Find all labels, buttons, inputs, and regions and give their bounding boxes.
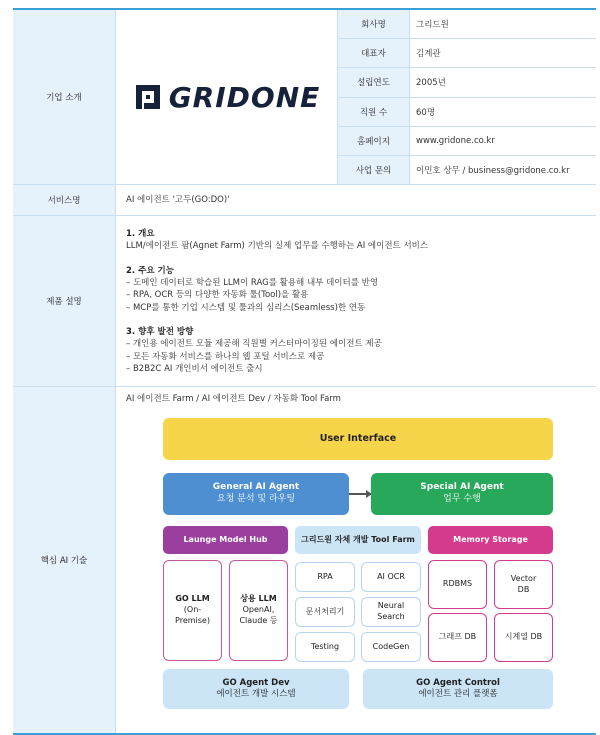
special-agent-box	[371, 473, 553, 515]
tool-card-doc-processor: 문서처리기	[295, 597, 355, 627]
architecture-diagram	[151, 413, 546, 718]
info-value: 그리드원	[416, 20, 449, 31]
agent-control-sub: 에이전트 관리 플랫폼	[418, 689, 498, 699]
hub-card-commercial-llm	[229, 560, 288, 661]
info-key: 사업 문의	[338, 156, 410, 184]
tool-card-rpa: RPA	[295, 562, 355, 592]
section-line: LLM/에이전트 팜(Agnet Farm) 기반의 실제 업무를 수행하는 AI 에이전트 서비스	[126, 241, 429, 252]
company-row	[13, 10, 596, 185]
section-line: – B2B2C AI 개인비서 에이전트 출시	[126, 363, 263, 374]
service-row	[13, 185, 596, 216]
product-description	[116, 216, 596, 386]
info-value: www.gridone.co.kr	[416, 135, 495, 146]
tech-row	[13, 387, 596, 733]
info-value: 60명	[416, 107, 436, 118]
section-heading: 2. 주요 기능	[126, 265, 174, 276]
info-row	[338, 39, 596, 68]
general-agent-box	[163, 473, 349, 515]
hub-card-sub: OpenAI, Claude 등	[239, 605, 278, 625]
special-agent-sub: 업무 수행	[443, 494, 481, 504]
section-line: – 모든 자동화 서비스를 하나의 웹 포털 서비스로 제공	[126, 351, 325, 362]
info-value: 김계관	[416, 49, 441, 60]
info-row	[338, 156, 596, 184]
info-row	[338, 98, 596, 127]
agent-dev-title: GO Agent Dev	[222, 677, 290, 688]
section-heading: 1. 개요	[126, 229, 155, 239]
info-key: 대표자	[338, 39, 410, 67]
agent-dev-box	[163, 669, 349, 709]
product-label: 제품 설명	[13, 216, 116, 386]
info-row	[338, 10, 596, 39]
section-line: – RPA, OCR 등의 다양한 자동화 툴(Tool)을 활용	[126, 290, 309, 301]
tech-subtitle: AI 에이전트 Farm / AI 에이전트 Dev / 자동화 Tool Farm	[126, 394, 341, 404]
info-value: 이민호 상무 / business@gridone.co.kr	[416, 165, 570, 176]
info-value: 2005년	[416, 78, 446, 89]
info-key: 홈페이지	[338, 127, 410, 155]
section-heading: 3. 향후 발전 방향	[126, 326, 194, 337]
tool-card-ai-ocr: AI OCR	[361, 562, 421, 592]
section-line: – 개인용 에이전트 모듈 제공해 직원별 커스터마이징된 에이전트 제공	[126, 339, 382, 350]
model-hub-header: Launge Model Hub	[163, 526, 288, 554]
hub-card-title: GO LLM	[175, 594, 210, 604]
section-line: – MCP를 통한 기업 시스템 및 툴과의 심리스(Seamless)한 연동	[126, 302, 366, 313]
hub-card-sub: (On- Premise)	[175, 605, 210, 625]
memory-card-timeseries-db: 시계열 DB	[494, 613, 553, 662]
tool-card-codegen: CodeGen	[361, 632, 421, 662]
agent-control-title: GO Agent Control	[416, 677, 500, 688]
memory-card-graph-db: 그래프 DB	[428, 613, 487, 662]
tech-label: 핵심 AI 기술	[13, 387, 116, 733]
agent-control-box	[363, 669, 553, 709]
hub-card-go-llm	[163, 560, 222, 661]
logo-cell	[116, 10, 338, 184]
tool-card-testing: Testing	[295, 632, 355, 662]
memory-card-vector-db: Vector DB	[494, 560, 553, 609]
logo-text: GRIDONE	[168, 80, 321, 114]
section-line: – 도메인 데이터로 학습된 LLM이 RAG를 활용해 내부 데이터를 반영	[126, 277, 379, 288]
service-value: AI 에이전트 '고두(GO:DO)'	[126, 194, 230, 205]
company-label: 기업 소개	[13, 10, 116, 184]
special-agent-title: Special AI Agent	[420, 482, 504, 493]
info-row	[338, 127, 596, 156]
user-interface-box	[163, 418, 553, 460]
hub-card-title: 상용 LLM	[240, 594, 277, 604]
tech-content	[116, 387, 596, 733]
info-key: 설립연도	[338, 68, 410, 96]
tool-farm-header: 그리드원 자체 개발 Tool Farm	[295, 526, 421, 554]
info-row	[338, 68, 596, 97]
service-label: 서비스명	[13, 185, 116, 215]
general-agent-sub: 요청 분석 및 라우팅	[216, 494, 296, 504]
arrow-right-icon	[349, 493, 371, 495]
general-agent-title: General AI Agent	[212, 482, 300, 493]
memory-storage-header: Memory Storage	[428, 526, 553, 554]
gridone-logo-icon	[133, 82, 163, 112]
product-row	[13, 216, 596, 387]
company-profile-table	[13, 8, 596, 735]
company-info	[338, 10, 596, 184]
tool-card-neural-search: Neural Search	[361, 597, 421, 627]
agent-dev-sub: 에이전트 개발 시스템	[216, 689, 296, 699]
info-key: 회사명	[338, 10, 410, 38]
company-logo	[133, 81, 321, 114]
info-key: 직원 수	[338, 98, 410, 126]
memory-card-rdbms: RDBMS	[428, 560, 487, 609]
user-interface-label: User Interface	[319, 432, 397, 444]
